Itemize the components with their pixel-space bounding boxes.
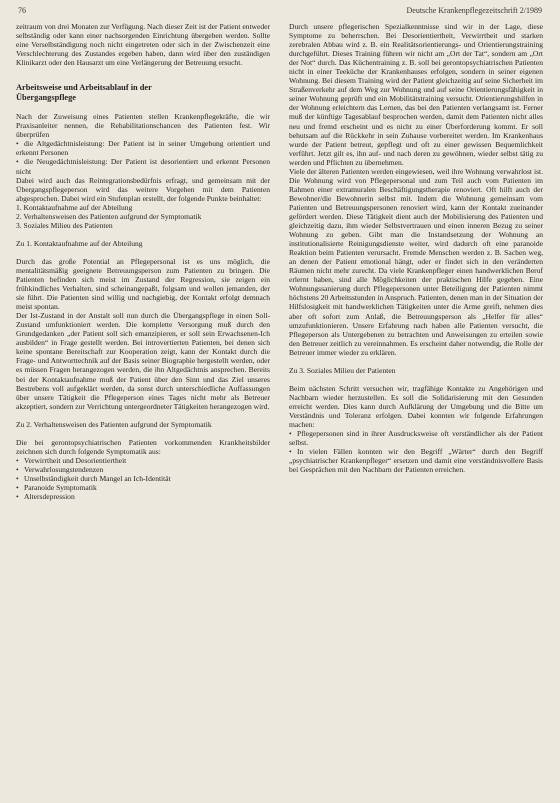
section-heading [16,83,270,103]
paragraph: Beim nächsten Schritt versuchen wir, tragfähige Kontakte zu Angehörigen und Nachbarn wieder herzustellen. Es soll die Solidarisierung mit den Gesunden erreicht werden. Dies kann durch Aufklärung der Umgebung und die Bitte um Verständnis und Toleranz erfolgen. Dabei konnten wir folgende Erfahrungen machen: [289,383,543,429]
bullet-text: In vielen Fällen konnten wir den Begriff „Wärter“ durch den Begriff „psychiatrischer Krankenpfleger“ ersetzen und damit eine verständnisvollere Basis bei Gesprächen mit den Nachbarn der Patienten erreichen. [289,447,543,475]
paragraph: Der Ist-Zustand in der Anstalt soll nun durch die Übergangspflege in einen Soll-Zustand umfunktioniert werden. Die komplette Versorgung muß durch den Grundgedanken „der Patient soll sich emanzipieren, er soll sein Erwachsenen-Ich ausbilden“ in Frage gestellt werden. Bei introvertierten Patienten, bei denen sich keine spontane Bereitschaft zur Kooperation zeigt, kann der Kontakt durch die Frage- und Antworttechnik auf der Basis seiner Biographie hergestellt werden, oder es müssen Fragen herangezogen werden, die ihn Altgedächtnis ansprechen. Bereits bei der Kontaktaufnahme muß der Patient über den Sinn und das Ziel unseres Bestrebens voll aufgeklärt werden, da sonst durch unterschiedliche Auffassungen über unsere Tätigkeit die Pflegeperson eines Tages nicht mehr als Betreuer akzeptiert, sondern zur Verrichtung untergeordneter Tätigkeiten herangezogen wird. [16,311,270,411]
bullet-icon: • [16,455,19,465]
paragraph: Durch unsere pflegerischen Spezialkenntnisse sind wir in der Lage, diese Symptome zu beherrschen. Bei Desorientiertheit, Verwirrtheit und starken zerebralen Abbau wird z. B. ein Realitätsorientierungs- und Orientierungstraining durchgeführt. Dieses Training führen wir nicht am „Ort der Tat“, sondern am „Ort der Not“ durch. Das Küchentraining z. B. soll bei gerontopsychiatrischen Patienten nicht in einer Teeküche der Krankenhauses erfolgen, sondern in seiner eigenen Wohnung. Bei diesem Training wird der Patient gleichzeitig auf seine Sicherheit im Straßenverkehr auf dem Weg zur Wohnung und auf seine Orientierungsfähigkeit in seiner Wohnung geprüft und ein Mobilitätstraining versucht. Orientierungshilfen in der Wohnung erleichtern das Lernen, das bei den Patienten verlangsamt ist. Ferner muß der künftige Tagesablauf besprochen werden, damit dem Patienten nicht alles neu und fremd erscheint und es nicht zu einer Überforderung kommt. Er soll behutsam auf die Rückkehr in sein Zuhause vorbereitet werden. Im Krankenhaus wurde der Patient betreut, gepflegt und oft zu einer gewissen Bequemlichkeit verführt. Jetzt gilt es, ihn auf- und nach deren zu gewöhnen, wieder selbst tätig zu werden und Pflichten zu übernehmen. [289,22,543,167]
list-item-text: Unselbständigkeit durch Mangel an Ich-Identität [24,473,171,483]
list-item [16,456,270,465]
section-heading-line: Arbeitsweise und Arbeitsablauf in der [16,83,152,93]
bullet-item [289,429,543,447]
symptom-list [16,456,270,501]
list-item [16,474,270,483]
list-item [16,465,270,474]
bullet-icon: • [289,429,292,439]
list-item-text: Paranoide Symptomatik [24,482,97,492]
section-heading-line: Übergangspflege [16,93,77,103]
list-item [16,492,270,501]
list-item-text: Altersdepression [24,492,75,502]
journal-title: Deutsche Krankenpflegezeitschrift 2/1989 [406,6,542,15]
subsection-heading: Zu 2. Verhaltensweisen des Patienten aufgrund der Symptomatik [16,419,212,429]
bullet-text: die Neugedächtnisleistung: Der Patient ist desorientiert und erkennt Personen nicht [16,157,270,176]
list-item-text: Verwahrlosungstendenzen [24,464,104,474]
bullet-item [16,157,270,175]
left-column [16,22,270,501]
paragraph: Nach der Zuweisung eines Patienten stellen Krankenpflegekräfte, die wir Praxisanleiter nennen, die Rehabilitationschancen des Patienten fest. Wir überprüfen [16,112,270,140]
bullet-icon: • [16,464,19,474]
bullet-icon: • [289,447,292,457]
bullet-icon: • [16,473,19,483]
bullet-icon: • [16,492,19,502]
numbered-item: 3. Soziales Milieu des Patienten [16,220,113,230]
list-item [16,483,270,492]
bullet-icon: • [16,482,19,492]
numbered-item: 2. Verhaltensweisen des Patienten aufgrund der Symptomatik [16,211,202,221]
paragraph: Viele der älteren Patienten werden eingewiesen, weil ihre Wohnung verwahrlost ist. Die Wohnung wird von Pflegepersonal und zum Teil auch vom Patienten im Rahmen einer extramuralen Beschäftigungstherapie renoviert. Oft hilft auch der Bewohner/die Bewohnerin selbst mit. Indem die Wohnung gemeinsam vom Patienten und Betreuungspersonen renoviert wird, kann der Kontakt zueinander gefördert werden. Diese Tätigkeit dient auch der Mobilisierung des Patienten und gleichzeitig dazu, ihm wieder Selbstvertrauen und einen inneren Bezug zu seiner Wohnung zu geben. Gibt man die Instandsetzung der Wohnung an institutionalisierte Reinigungsdienste weiter, wird dadurch oft eine paranoide Reaktion beim Patienten verursacht. Fremde Menschen werden z. B. Sachen weg, an denen der Patient emotional hängt, oder er findet sich in den veränderten Räumen nicht mehr zurecht. Da viele Krankenpfleger einen handwerklichen Beruf erlernt haben, sind alle Möglichkeiten der praktischen Hilfe gegeben. Eine Wohnungssanierung durch Pflegepersonen unter Beteiligung der Patienten nimmt höchstens 20 Arbeitsstunden in Anspruch. Patienten, denen man in der Situation der Hilfslosigkeit mit handwerklichen Tätigkeiten unter die Arme greift, nehmen dies aber oft sofort zum Anlaß, die Betreuungsperson als „Helfer für alles“ umzufunktionieren. Unsere Erfahrung nach haben alle Patienten versucht, die Pflegeperson als Untergebenen zu betrachten und Anweisungen zu erteilen sowie den Betreuer zeitlich zu vereinnahmen. Es erscheint daher notwendig, die Rolle der Betreuer immer wieder zu erklären. [289,166,543,357]
subsection-heading: Zu 3. Soziales Milieu der Patienten [289,365,396,375]
page-header [16,4,542,18]
bullet-item [289,447,543,474]
paragraph: zeitraum von drei Monaten zur Verfügung. Nach dieser Zeit ist der Patient entweder selbständig oder kann einer nachsorgenden Einrichtung übergeben werden. Sollte eine Verselbständigung noch nicht eingetreten oder sich in der Zwischenzeit eine Verschlechterung des Zustandes ergeben haben, dann wird über den zuständigen Klinikarzt oder den Hausarzt um eine Verlängerung der Betreuung ersucht. [16,22,270,68]
bullet-icon: • [16,139,19,149]
right-column [289,22,543,474]
page-number: 76 [18,6,26,15]
bullet-text: Pflegepersonen sind in ihrer Ausdrucksweise oft verständlicher als der Patient selbst. [289,429,543,448]
bullet-text: die Altgedächtnisleistung: Der Patient ist in seiner Umgebung orientiert und erkennt Personen [16,139,270,158]
list-item-text: Verwirrtheit und Desorientiertheit [24,455,127,465]
paragraph: Die bei gerontopsychiatrischen Patienten vorkommenden Krankheitsbilder zeichnen sich durch folgende Symptomatik aus: [16,437,270,456]
paragraph: Dabei wird auch das Reintegrationsbedürfnis erfragt, und gemeinsam mit der Übergangspflegeperson wird das weitere Vorgehen mit dem Patienten abgesprochen. Dabei wird ein Stufenplan erstellt, der folgende Punkte beinhaltet: [16,175,270,203]
numbered-item: 1. Kontaktaufnahme auf der Abteilung [16,202,133,212]
subsection-heading: Zu 1. Kontaktaufnahme auf der Abteilung [16,238,143,248]
paragraph: Durch das große Potential an Pflegepersonal ist es uns möglich, die mentalitätsmäßig geeignete Betreuungsperson zum Patienten zu bringen. Die Patienten befinden sich meist im Zustand der Regression, sie zeigen ein frühkindliches Verhalten, sind scheinangepaßt, folgsam und wollen jemanden, der sie führt. Die Patienten sind willig und nachgiebig, der Kontakt erfolgt demnach meist spontan. [16,256,270,312]
bullet-item [16,139,270,157]
bullet-icon: • [16,157,19,167]
